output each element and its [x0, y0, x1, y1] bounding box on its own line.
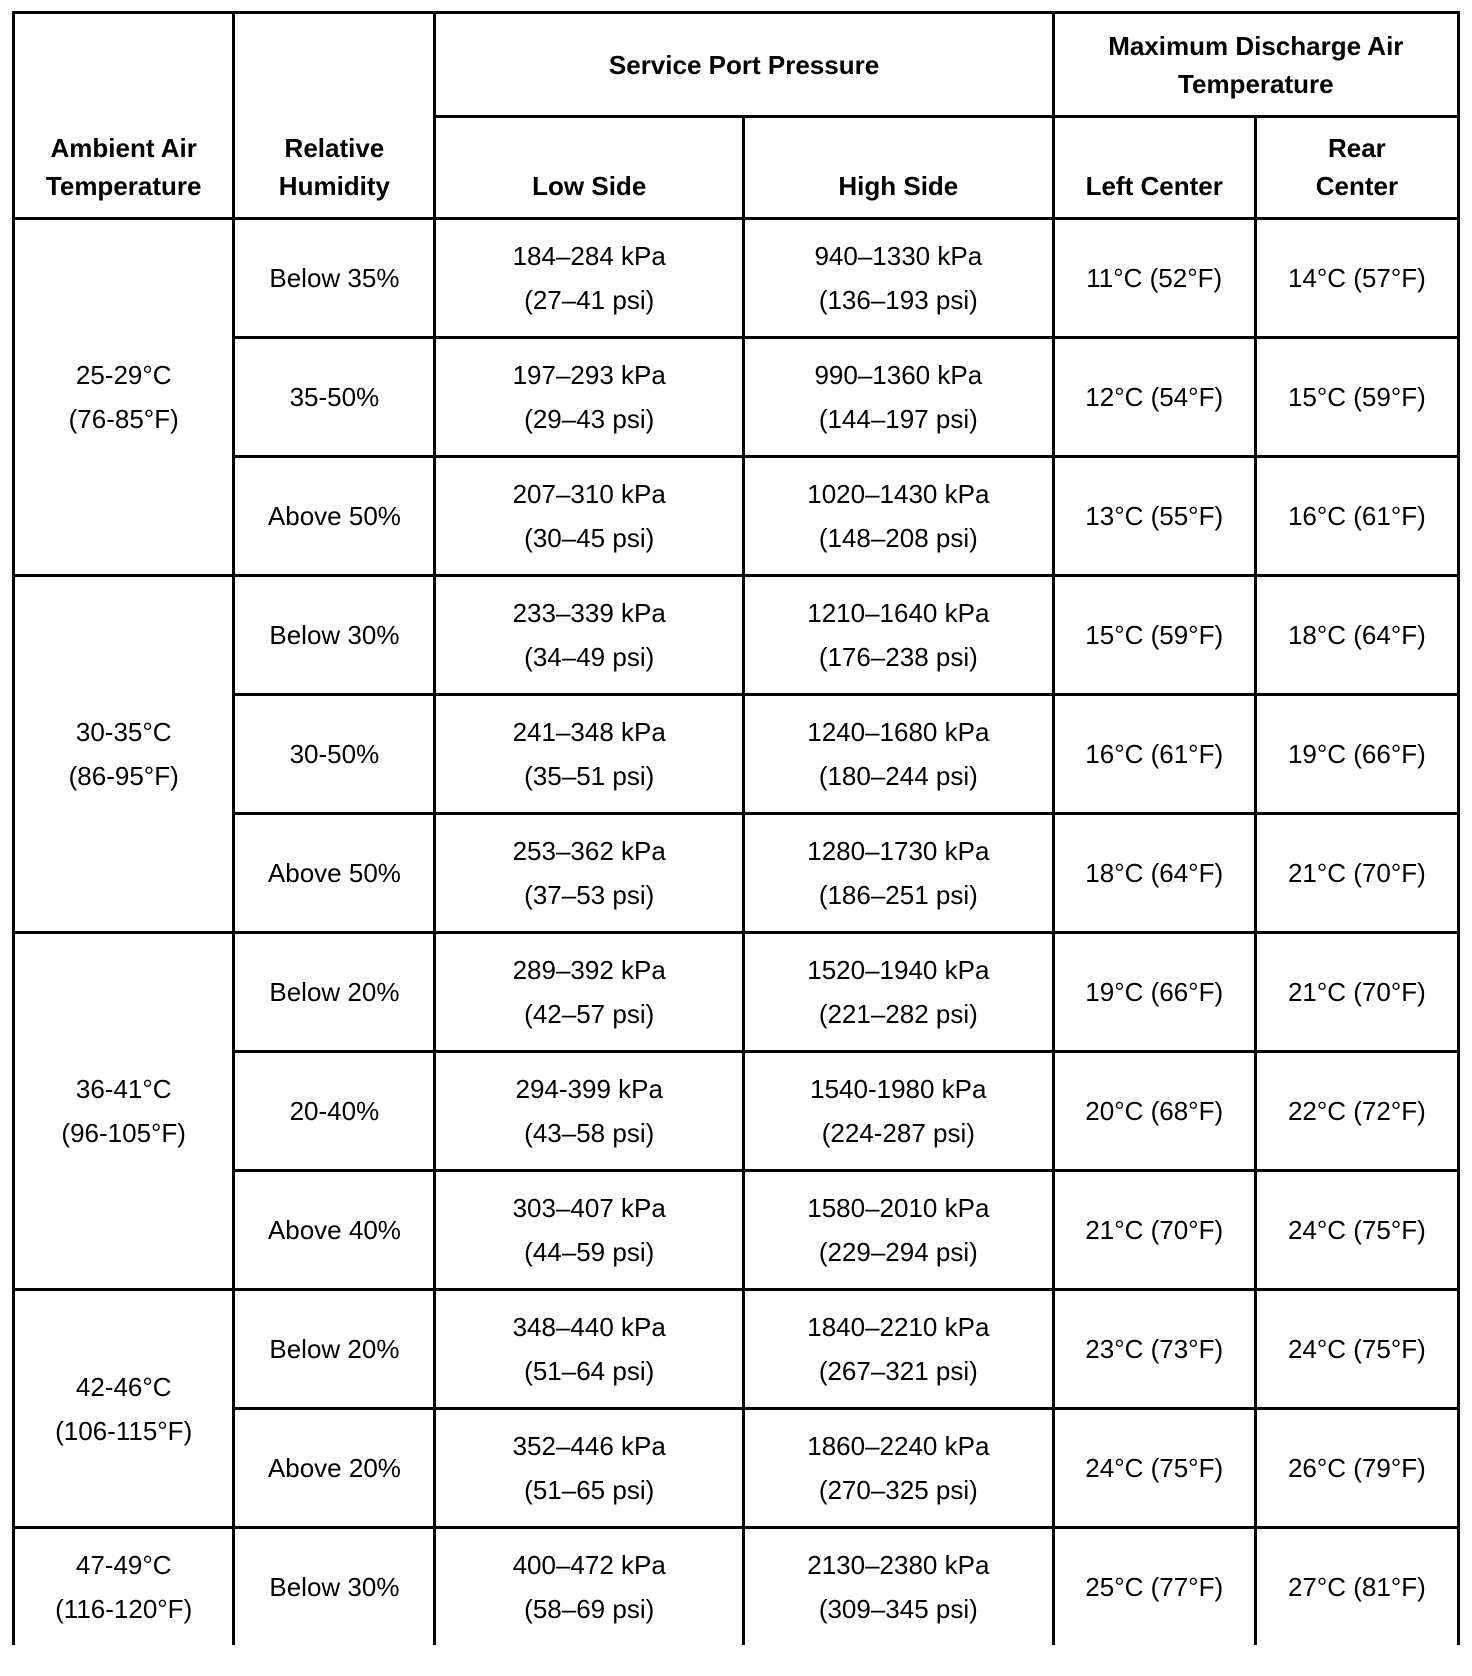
- low-side-cell: 197–293 kPa (29–43 psi): [435, 338, 744, 457]
- low-side-cell: 303–407 kPa (44–59 psi): [435, 1171, 744, 1290]
- high-side-cell: 1520–1940 kPa (221–282 psi): [744, 933, 1054, 1052]
- high-side-cell: 1280–1730 kPa (186–251 psi): [744, 814, 1054, 933]
- left-center-cell: 12°C (54°F): [1053, 338, 1255, 457]
- low-side-cell: 233–339 kPa (34–49 psi): [435, 576, 744, 695]
- left-center-cell: 13°C (55°F): [1053, 457, 1255, 576]
- rear-center-cell: 26°C (79°F): [1255, 1409, 1458, 1528]
- rear-center-cell: 16°C (61°F): [1255, 457, 1458, 576]
- low-side-cell: 400–472 kPa (58–69 psi): [435, 1528, 744, 1646]
- high-side-cell: 1020–1430 kPa (148–208 psi): [744, 457, 1054, 576]
- rear-center-cell: 19°C (66°F): [1255, 695, 1458, 814]
- humidity-cell: Above 50%: [234, 457, 435, 576]
- table-row: [14, 576, 1459, 695]
- service-port-pressure-header: Service Port Pressure: [435, 13, 1053, 117]
- low-side-header: Low Side: [435, 117, 744, 219]
- left-center-cell: 11°C (52°F): [1053, 219, 1255, 338]
- max-discharge-air-temp-header: Maximum Discharge Air Temperature: [1053, 13, 1458, 117]
- rear-center-cell: 24°C (75°F): [1255, 1290, 1458, 1409]
- ac-performance-table: [12, 11, 1460, 1645]
- ambient-cell: 42-46°C (106-115°F): [14, 1290, 234, 1528]
- ambient-cell: 47-49°C (116-120°F): [14, 1528, 234, 1646]
- left-center-cell: 24°C (75°F): [1053, 1409, 1255, 1528]
- rear-center-cell: 24°C (75°F): [1255, 1171, 1458, 1290]
- high-side-cell: 1240–1680 kPa (180–244 psi): [744, 695, 1054, 814]
- rear-center-cell: 22°C (72°F): [1255, 1052, 1458, 1171]
- high-side-cell: 1860–2240 kPa (270–325 psi): [744, 1409, 1054, 1528]
- relative-humidity-header: Relative Humidity: [234, 13, 435, 219]
- high-side-cell: 1840–2210 kPa (267–321 psi): [744, 1290, 1054, 1409]
- humidity-cell: Above 50%: [234, 814, 435, 933]
- left-center-cell: 16°C (61°F): [1053, 695, 1255, 814]
- rear-center-cell: 21°C (70°F): [1255, 814, 1458, 933]
- high-side-cell: 2130–2380 kPa (309–345 psi): [744, 1528, 1054, 1646]
- left-center-cell: 18°C (64°F): [1053, 814, 1255, 933]
- humidity-cell: Above 20%: [234, 1409, 435, 1528]
- high-side-cell: 1210–1640 kPa (176–238 psi): [744, 576, 1054, 695]
- rear-center-header: Rear Center: [1255, 117, 1458, 219]
- humidity-cell: Below 20%: [234, 1290, 435, 1409]
- table-row: [14, 1528, 1459, 1646]
- left-center-cell: 15°C (59°F): [1053, 576, 1255, 695]
- humidity-cell: Below 35%: [234, 219, 435, 338]
- low-side-cell: 289–392 kPa (42–57 psi): [435, 933, 744, 1052]
- high-side-cell: 1580–2010 kPa (229–294 psi): [744, 1171, 1054, 1290]
- humidity-cell: Below 30%: [234, 1528, 435, 1646]
- rear-center-cell: 27°C (81°F): [1255, 1528, 1458, 1646]
- rear-center-cell: 18°C (64°F): [1255, 576, 1458, 695]
- table-row: [14, 933, 1459, 1052]
- left-center-cell: 19°C (66°F): [1053, 933, 1255, 1052]
- ambient-cell: 36-41°C (96-105°F): [14, 933, 234, 1290]
- low-side-cell: 184–284 kPa (27–41 psi): [435, 219, 744, 338]
- table-body: [14, 219, 1459, 1646]
- humidity-cell: 20-40%: [234, 1052, 435, 1171]
- left-center-cell: 21°C (70°F): [1053, 1171, 1255, 1290]
- humidity-cell: 35-50%: [234, 338, 435, 457]
- table-row: [14, 219, 1459, 338]
- low-side-cell: 348–440 kPa (51–64 psi): [435, 1290, 744, 1409]
- humidity-cell: Below 20%: [234, 933, 435, 1052]
- table-row: [14, 1290, 1459, 1409]
- rear-center-cell: 14°C (57°F): [1255, 219, 1458, 338]
- left-center-cell: 23°C (73°F): [1053, 1290, 1255, 1409]
- left-center-cell: 25°C (77°F): [1053, 1528, 1255, 1646]
- table-header: [14, 13, 1459, 219]
- low-side-cell: 241–348 kPa (35–51 psi): [435, 695, 744, 814]
- low-side-cell: 352–446 kPa (51–65 psi): [435, 1409, 744, 1528]
- ambient-cell: 30-35°C (86-95°F): [14, 576, 234, 933]
- rear-center-cell: 15°C (59°F): [1255, 338, 1458, 457]
- low-side-cell: 253–362 kPa (37–53 psi): [435, 814, 744, 933]
- humidity-cell: Above 40%: [234, 1171, 435, 1290]
- left-center-cell: 20°C (68°F): [1053, 1052, 1255, 1171]
- high-side-cell: 1540-1980 kPa (224-287 psi): [744, 1052, 1054, 1171]
- ambient-air-temperature-header: Ambient Air Temperature: [14, 13, 234, 219]
- ambient-cell: 25-29°C (76-85°F): [14, 219, 234, 576]
- low-side-cell: 294-399 kPa (43–58 psi): [435, 1052, 744, 1171]
- humidity-cell: 30-50%: [234, 695, 435, 814]
- high-side-cell: 990–1360 kPa (144–197 psi): [744, 338, 1054, 457]
- humidity-cell: Below 30%: [234, 576, 435, 695]
- high-side-header: High Side: [744, 117, 1054, 219]
- rear-center-cell: 21°C (70°F): [1255, 933, 1458, 1052]
- left-center-header: Left Center: [1053, 117, 1255, 219]
- high-side-cell: 940–1330 kPa (136–193 psi): [744, 219, 1054, 338]
- low-side-cell: 207–310 kPa (30–45 psi): [435, 457, 744, 576]
